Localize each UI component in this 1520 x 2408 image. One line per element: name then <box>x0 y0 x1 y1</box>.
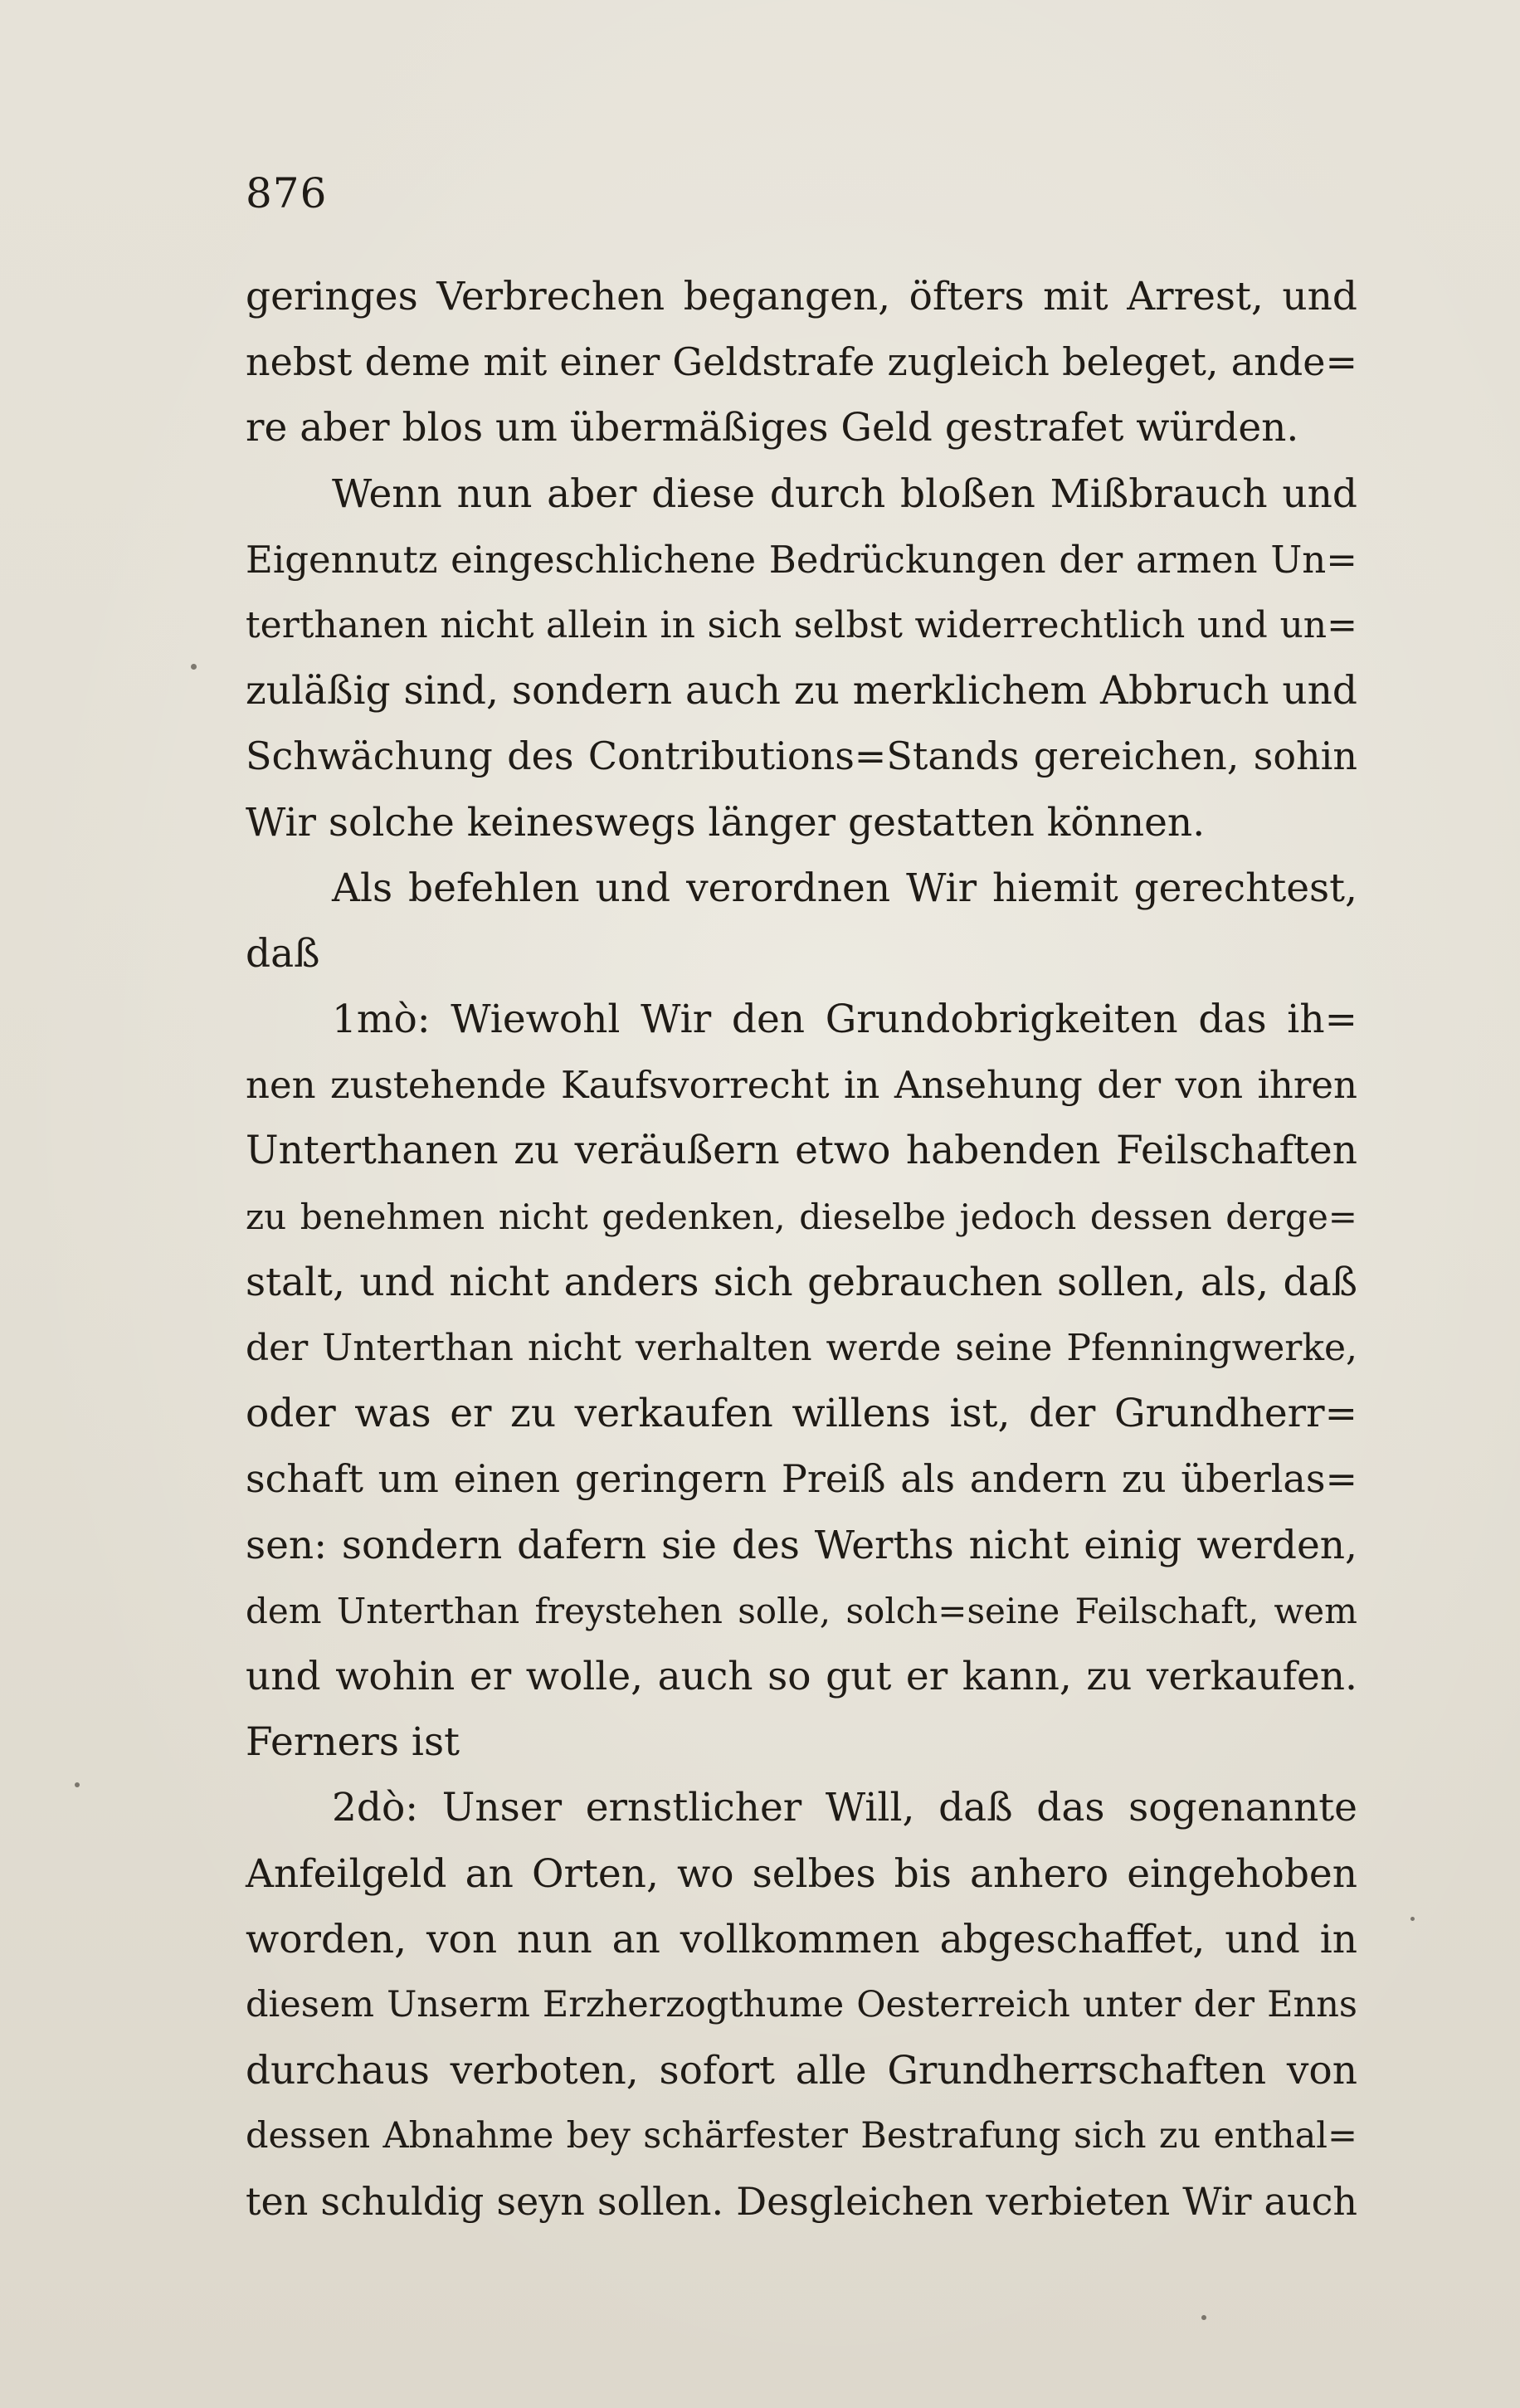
text-line: Anfeilgeld an Orten, wo selbes bis anhero eingehoben <box>246 1850 1357 1897</box>
text-line: worden, von nun an vollkommen abgeschaffet, und in <box>246 1916 1357 1962</box>
text-line: und wohin er wolle, auch so gut er kann, zu verkaufen. <box>246 1653 1357 1699</box>
text-line: Wir solche keineswegs länger gestatten können. <box>246 799 1206 846</box>
text-line: nebst deme mit einer Geldstrafe zugleich beleget, ande= <box>246 339 1357 385</box>
text-line: Unterthanen zu veräußern etwo habenden Feilschaften <box>246 1128 1357 1174</box>
text-line: dessen Abnahme bey schärfester Bestrafung sich zu enthal= <box>246 2115 1357 2157</box>
text-line: sen: sondern dafern sie des Werths nicht einig werden, <box>246 1522 1357 1568</box>
text-line: dem Unterthan freystehen solle, solch=seine Feilschaft, wem <box>246 1590 1357 1631</box>
text-line: Schwächung des Contributions=Stands gereichen, sohin <box>246 734 1357 779</box>
text-line: Als befehlen und verordnen Wir hiemit gerechtest, <box>332 865 1357 911</box>
text-line: 1mò: Wiewohl Wir den Grundobrigkeiten das ih= <box>332 997 1357 1043</box>
text-line: Wenn nun aber diese durch bloßen Mißbrauch und <box>332 470 1357 517</box>
text-line: zuläßig sind, sondern auch zu merklichem Abbruch und <box>246 668 1357 714</box>
paper-speck <box>75 1782 80 1787</box>
text-line: ten schuldig seyn sollen. Desgleichen verbieten Wir auch <box>246 2179 1357 2225</box>
text-line: Ferners ist <box>246 1719 460 1766</box>
text-line: oder was er zu verkaufen willens ist, der Grundherr= <box>246 1391 1357 1437</box>
page-number: 876 <box>246 169 328 217</box>
paper-speck <box>191 664 197 670</box>
text-line: schaft um einen geringern Preiß als andern zu überlas= <box>246 1456 1357 1502</box>
text-line: durchaus verboten, sofort alle Grundherrschaften von <box>246 2048 1357 2094</box>
paper-speck <box>1201 2315 1206 2320</box>
text-line: der Unterthan nicht verhalten werde seine Pfenningwerke, <box>246 1327 1357 1369</box>
text-line: geringes Verbrechen begangen, öfters mit Arrest, und <box>246 274 1357 319</box>
text-line: daß <box>246 930 320 977</box>
paper-speck <box>1410 1917 1415 1921</box>
text-line: terthanen nicht allein in sich selbst widerrechtlich und un= <box>246 603 1357 646</box>
text-line: diesem Unserm Erzherzogthume Oesterreich unter der Enns <box>246 1983 1357 2025</box>
body-text <box>246 264 1357 2235</box>
text-line: stalt, und nicht anders sich gebrauchen sollen, als, daß <box>246 1259 1357 1305</box>
text-line: re aber blos um übermäßiges Geld gestrafet würden. <box>246 405 1299 451</box>
text-line: 2dò: Unser ernstlicher Will, daß das sogenannte <box>332 1785 1357 1831</box>
text-line: Eigennutz eingeschlichene Bedrückungen der armen Un= <box>246 537 1357 582</box>
text-line: nen zustehende Kaufsvorrecht in Ansehung der von ihren <box>246 1063 1357 1108</box>
text-line: zu benehmen nicht gedenken, dieselbe jedoch dessen derge= <box>246 1196 1357 1237</box>
